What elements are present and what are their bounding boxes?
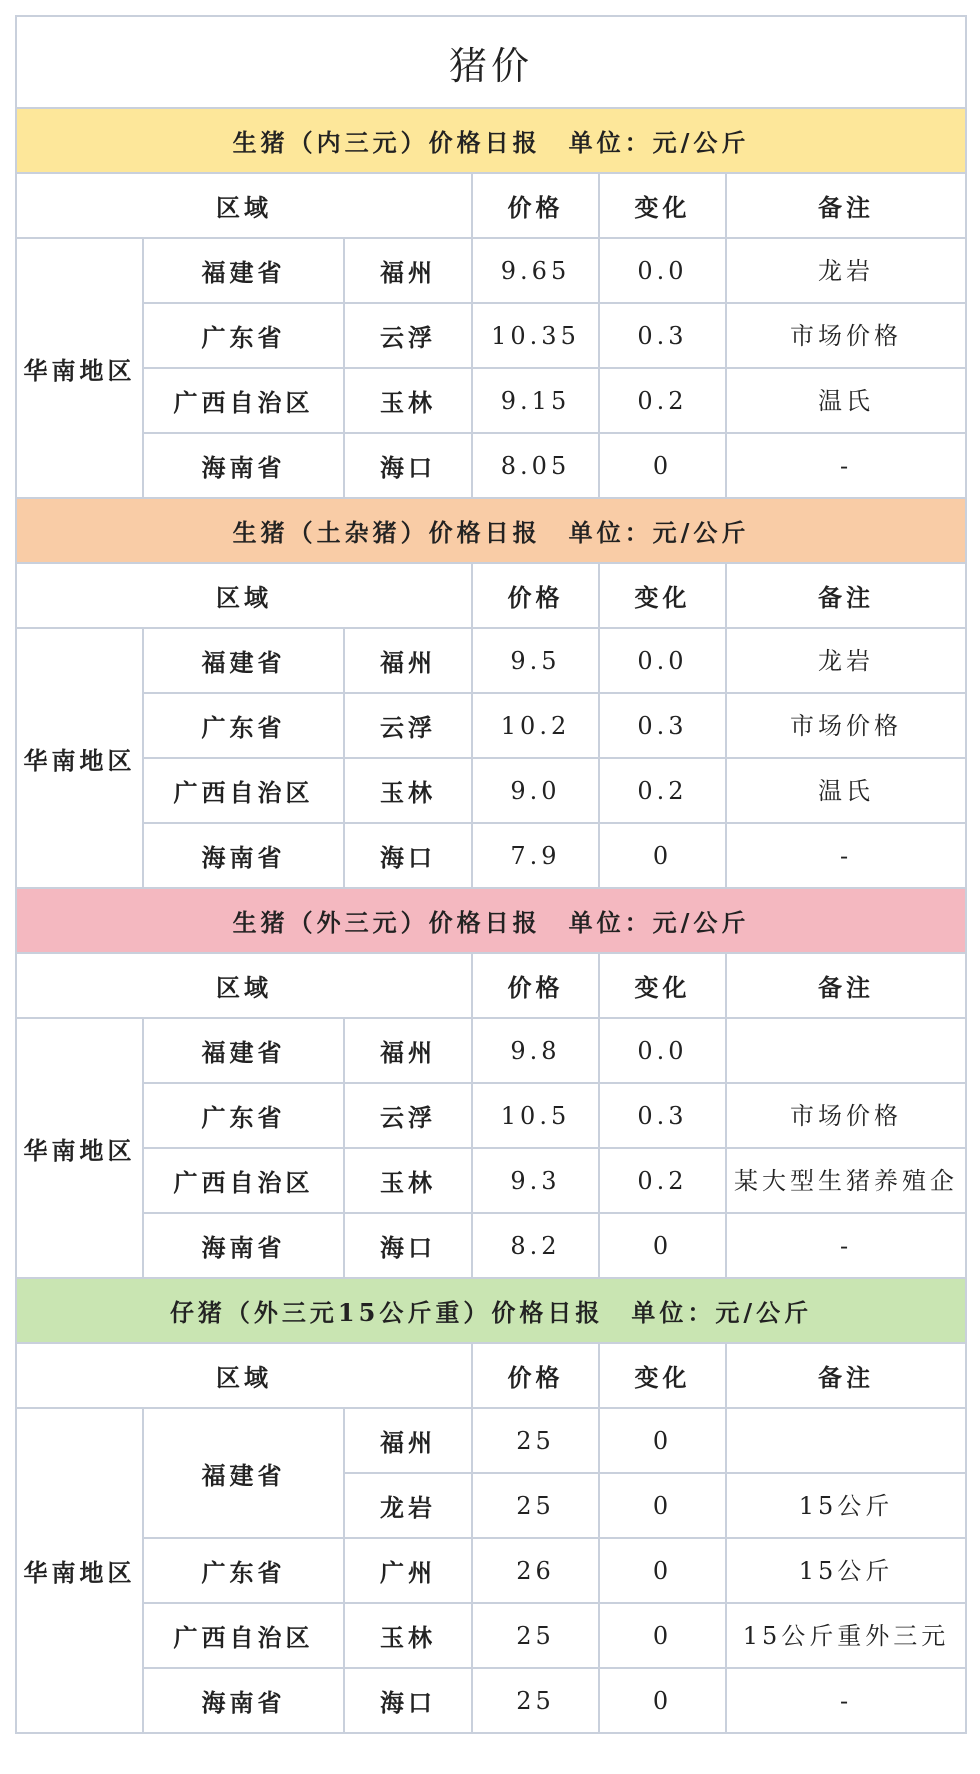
change-cell: 0.0: [599, 1018, 726, 1083]
table-row: [16, 368, 966, 433]
column-header-row: [16, 173, 966, 238]
city-cell: 海口: [344, 1668, 472, 1733]
table-row: [16, 1668, 966, 1733]
price-cell: 9.15: [472, 368, 599, 433]
region-cell: 华南地区: [16, 1408, 143, 1733]
header-price: 价格: [472, 173, 599, 238]
province-cell: 广东省: [143, 693, 344, 758]
city-cell: 海口: [344, 1213, 472, 1278]
price-cell: 26: [472, 1538, 599, 1603]
table-row: [16, 238, 966, 303]
change-cell: 0.3: [599, 693, 726, 758]
price-cell: 9.0: [472, 758, 599, 823]
region-cell: 华南地区: [16, 628, 143, 888]
table-row: [16, 823, 966, 888]
change-cell: 0.0: [599, 238, 726, 303]
note-cell: -: [726, 823, 966, 888]
column-header-row: [16, 563, 966, 628]
province-cell: 福建省: [143, 1408, 344, 1538]
note-cell: 市场价格: [726, 693, 966, 758]
header-region: 区域: [16, 953, 472, 1018]
price-cell: 25: [472, 1408, 599, 1473]
section-title: 生猪（土杂猪）价格日报 单位：元/公斤: [16, 498, 966, 563]
table-row: [16, 1083, 966, 1148]
change-cell: 0: [599, 823, 726, 888]
price-cell: 7.9: [472, 823, 599, 888]
header-note: 备注: [726, 173, 966, 238]
price-cell: 10.2: [472, 693, 599, 758]
province-cell: 广西自治区: [143, 1603, 344, 1668]
province-cell: 广西自治区: [143, 758, 344, 823]
city-cell: 玉林: [344, 1603, 472, 1668]
note-cell: 市场价格: [726, 1083, 966, 1148]
table-row: [16, 1538, 966, 1603]
section-header-row: [16, 888, 966, 953]
city-cell: 海口: [344, 823, 472, 888]
header-change: 变化: [599, 173, 726, 238]
section-title: 生猪（内三元）价格日报 单位：元/公斤: [16, 108, 966, 173]
city-cell: 海口: [344, 433, 472, 498]
column-header-row: [16, 1343, 966, 1408]
province-cell: 福建省: [143, 628, 344, 693]
note-cell: -: [726, 433, 966, 498]
note-cell: -: [726, 1668, 966, 1733]
price-cell: 8.05: [472, 433, 599, 498]
price-cell: 10.35: [472, 303, 599, 368]
change-cell: 0: [599, 1473, 726, 1538]
note-cell: 某大型生猪养殖企: [726, 1148, 966, 1213]
change-cell: 0: [599, 1538, 726, 1603]
province-cell: 广东省: [143, 1538, 344, 1603]
header-price: 价格: [472, 1343, 599, 1408]
province-cell: 广西自治区: [143, 368, 344, 433]
province-cell: 海南省: [143, 823, 344, 888]
header-note: 备注: [726, 953, 966, 1018]
page-title: 猪价: [16, 16, 966, 108]
section-header-row: [16, 1278, 966, 1343]
note-cell: [726, 1408, 966, 1473]
price-cell: 9.8: [472, 1018, 599, 1083]
title-row: [16, 16, 966, 108]
province-cell: 福建省: [143, 1018, 344, 1083]
table-row: [16, 303, 966, 368]
table-row: [16, 693, 966, 758]
table-row: [16, 433, 966, 498]
change-cell: 0: [599, 1668, 726, 1733]
header-price: 价格: [472, 563, 599, 628]
price-cell: 8.2: [472, 1213, 599, 1278]
province-cell: 广西自治区: [143, 1148, 344, 1213]
province-cell: 广东省: [143, 303, 344, 368]
header-region: 区域: [16, 173, 472, 238]
header-note: 备注: [726, 1343, 966, 1408]
table-row: [16, 1408, 966, 1473]
note-cell: 龙岩: [726, 238, 966, 303]
header-region: 区域: [16, 563, 472, 628]
province-cell: 海南省: [143, 1213, 344, 1278]
change-cell: 0: [599, 433, 726, 498]
city-cell: 福州: [344, 1408, 472, 1473]
table-row: [16, 1018, 966, 1083]
change-cell: 0.2: [599, 368, 726, 433]
section-header-row: [16, 498, 966, 563]
price-table: [15, 15, 967, 1734]
note-cell: 15公斤重外三元: [726, 1603, 966, 1668]
table-row: [16, 1213, 966, 1278]
section-title: 仔猪（外三元15公斤重）价格日报 单位：元/公斤: [16, 1278, 966, 1343]
column-header-row: [16, 953, 966, 1018]
province-cell: 海南省: [143, 433, 344, 498]
section-header-row: [16, 108, 966, 173]
header-note: 备注: [726, 563, 966, 628]
city-cell: 玉林: [344, 758, 472, 823]
note-cell: 市场价格: [726, 303, 966, 368]
price-cell: 10.5: [472, 1083, 599, 1148]
change-cell: 0: [599, 1213, 726, 1278]
note-cell: 15公斤: [726, 1473, 966, 1538]
header-price: 价格: [472, 953, 599, 1018]
region-cell: 华南地区: [16, 1018, 143, 1278]
change-cell: 0.2: [599, 758, 726, 823]
change-cell: 0.0: [599, 628, 726, 693]
price-cell: 25: [472, 1668, 599, 1733]
header-change: 变化: [599, 563, 726, 628]
city-cell: 云浮: [344, 303, 472, 368]
note-cell: 15公斤: [726, 1538, 966, 1603]
note-cell: 温氏: [726, 758, 966, 823]
change-cell: 0: [599, 1603, 726, 1668]
city-cell: 福州: [344, 238, 472, 303]
table-row: [16, 1148, 966, 1213]
province-cell: 福建省: [143, 238, 344, 303]
header-change: 变化: [599, 953, 726, 1018]
note-cell: 龙岩: [726, 628, 966, 693]
city-cell: 广州: [344, 1538, 472, 1603]
price-cell: 9.5: [472, 628, 599, 693]
note-cell: [726, 1018, 966, 1083]
note-cell: -: [726, 1213, 966, 1278]
table-row: [16, 628, 966, 693]
price-cell: 25: [472, 1603, 599, 1668]
city-cell: 福州: [344, 1018, 472, 1083]
change-cell: 0.2: [599, 1148, 726, 1213]
note-cell: 温氏: [726, 368, 966, 433]
city-cell: 玉林: [344, 1148, 472, 1213]
price-cell: 25: [472, 1473, 599, 1538]
province-cell: 广东省: [143, 1083, 344, 1148]
header-region: 区域: [16, 1343, 472, 1408]
change-cell: 0.3: [599, 303, 726, 368]
city-cell: 云浮: [344, 1083, 472, 1148]
price-cell: 9.3: [472, 1148, 599, 1213]
price-cell: 9.65: [472, 238, 599, 303]
header-change: 变化: [599, 1343, 726, 1408]
table-row: [16, 1603, 966, 1668]
province-cell: 海南省: [143, 1668, 344, 1733]
city-cell: 龙岩: [344, 1473, 472, 1538]
city-cell: 福州: [344, 628, 472, 693]
city-cell: 云浮: [344, 693, 472, 758]
city-cell: 玉林: [344, 368, 472, 433]
region-cell: 华南地区: [16, 238, 143, 498]
table-row: [16, 758, 966, 823]
change-cell: 0: [599, 1408, 726, 1473]
change-cell: 0.3: [599, 1083, 726, 1148]
section-title: 生猪（外三元）价格日报 单位：元/公斤: [16, 888, 966, 953]
